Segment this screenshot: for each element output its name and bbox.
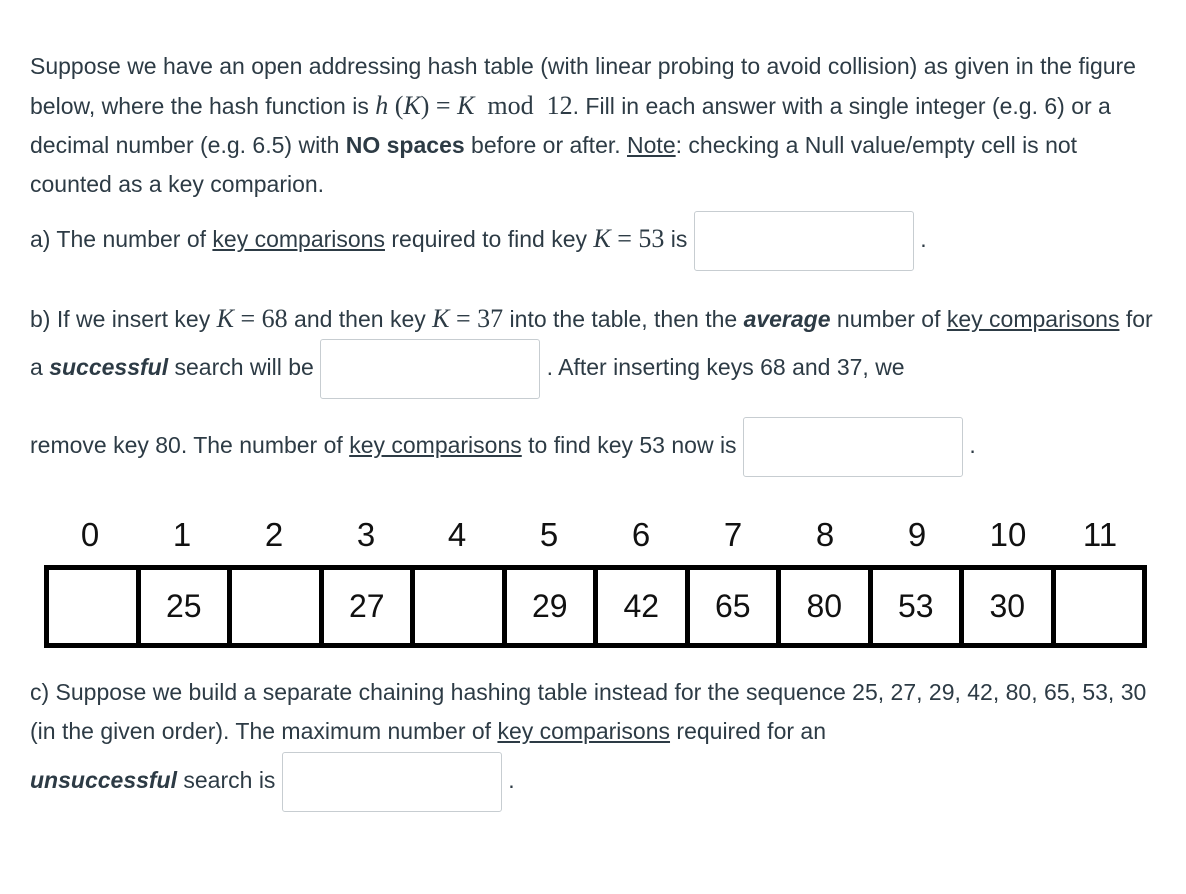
formula-eq: ) = xyxy=(420,91,458,120)
hash-cell: 53 xyxy=(873,570,965,643)
qb-number-of: number of xyxy=(830,306,947,332)
intro-text-3: before or after. xyxy=(464,132,628,158)
qb-k1: K xyxy=(216,304,234,333)
qa-k: K xyxy=(593,224,611,253)
formula-h: h xyxy=(375,91,389,120)
question-b-line2 xyxy=(30,414,1160,477)
hash-formula xyxy=(375,91,572,120)
qb-k2: K xyxy=(432,304,450,333)
index-label: 8 xyxy=(815,516,835,553)
index-label: 0 xyxy=(80,516,100,553)
question-b-line1 xyxy=(30,299,1160,399)
intro-text-2: . Fill in each answer with a single integer (e.g. 6) or a decimal number (e.g. 6.5) with xyxy=(30,93,1111,158)
question-c-line2 xyxy=(30,749,1160,812)
qb-find53: to find key 53 now is xyxy=(521,432,737,458)
qb-key-comparisons: key comparisons xyxy=(946,306,1120,332)
hash-cell: 25 xyxy=(141,570,233,643)
no-spaces-emphasis: NO spaces xyxy=(345,132,465,158)
qb-eq2: = 37 xyxy=(449,304,504,333)
hash-cell: 29 xyxy=(507,570,599,643)
index-label: 10 xyxy=(989,516,1027,553)
hash-cell: 42 xyxy=(598,570,690,643)
question-a xyxy=(30,208,1160,271)
qc-text: c) Suppose we build a separate chaining hashing table instead for the sequence 25, 27, 29, 42, 80, 65, 53, 30 (in the given order). The maximum number of xyxy=(30,679,1147,744)
qb-and: and then key xyxy=(287,306,433,332)
index-label: 7 xyxy=(723,516,743,553)
index-label: 11 xyxy=(1082,516,1118,553)
qa-end: . xyxy=(920,226,927,252)
qa-prefix: a) The number of xyxy=(30,226,213,252)
index-label: 1 xyxy=(172,516,192,553)
qb-successful: successful xyxy=(49,354,169,381)
qc-end: . xyxy=(508,767,515,793)
qb-remove: remove key 80. The number of xyxy=(30,432,350,458)
hash-cell: 65 xyxy=(690,570,782,643)
hash-table xyxy=(44,565,1147,648)
answer-b-find53-input[interactable] xyxy=(743,417,963,477)
qb-key-comparisons-2: key comparisons xyxy=(349,432,522,458)
formula-open: ( xyxy=(388,91,404,120)
hash-cell xyxy=(1056,570,1143,643)
index-label: 5 xyxy=(539,516,559,553)
hash-cell: 30 xyxy=(964,570,1056,643)
hash-cell: 27 xyxy=(324,570,416,643)
qb-eq1: = 68 xyxy=(233,304,288,333)
formula-mod: mod xyxy=(474,91,547,120)
qb-end: . xyxy=(969,432,976,458)
note-label: Note xyxy=(627,132,676,158)
index-label: 6 xyxy=(631,516,651,553)
qa-key-comparisons: key comparisons xyxy=(212,226,385,252)
intro-text-1: Suppose we have an open addressing hash table (with linear probing to avoid collision) as given in the figure below, where the hash function is xyxy=(30,53,1136,119)
qc-key-comparisons: key comparisons xyxy=(497,718,671,744)
hash-cell xyxy=(415,570,507,643)
hash-cell: 80 xyxy=(781,570,873,643)
question-c xyxy=(30,673,1160,751)
answer-b-average-input[interactable] xyxy=(320,339,540,399)
formula-k1: K xyxy=(403,91,421,120)
qc-search-is: search is xyxy=(177,767,276,793)
qb-for-a: for a xyxy=(30,306,1153,381)
intro-text-4: : checking a Null value/empty cell is not counted as a key comparion. xyxy=(30,132,1078,197)
qa-eq: = 53 xyxy=(610,224,665,253)
qa-mid: required to find key xyxy=(384,226,594,252)
index-label: 2 xyxy=(264,516,284,553)
qc-required: required for an xyxy=(670,718,826,744)
answer-a-input[interactable] xyxy=(694,211,914,271)
hash-cell xyxy=(232,570,324,643)
qc-unsuccessful: unsuccessful xyxy=(30,767,177,793)
hash-cell xyxy=(49,570,141,643)
formula-12: 12 xyxy=(546,91,573,120)
index-label: 3 xyxy=(356,516,376,553)
qa-suffix: is xyxy=(664,226,688,252)
qb-average: average xyxy=(743,306,831,332)
formula-k2: K xyxy=(457,91,475,120)
index-label: 9 xyxy=(907,516,927,553)
intro-paragraph xyxy=(30,47,1160,204)
answer-c-input[interactable] xyxy=(282,752,502,812)
qb-will-be: search will be xyxy=(168,354,314,381)
qb-after: . After inserting keys 68 and 37, we xyxy=(546,354,905,381)
qb-prefix: b) If we insert key xyxy=(30,306,217,332)
index-label: 4 xyxy=(447,516,467,553)
qb-mid: into the table, then the xyxy=(503,306,744,332)
